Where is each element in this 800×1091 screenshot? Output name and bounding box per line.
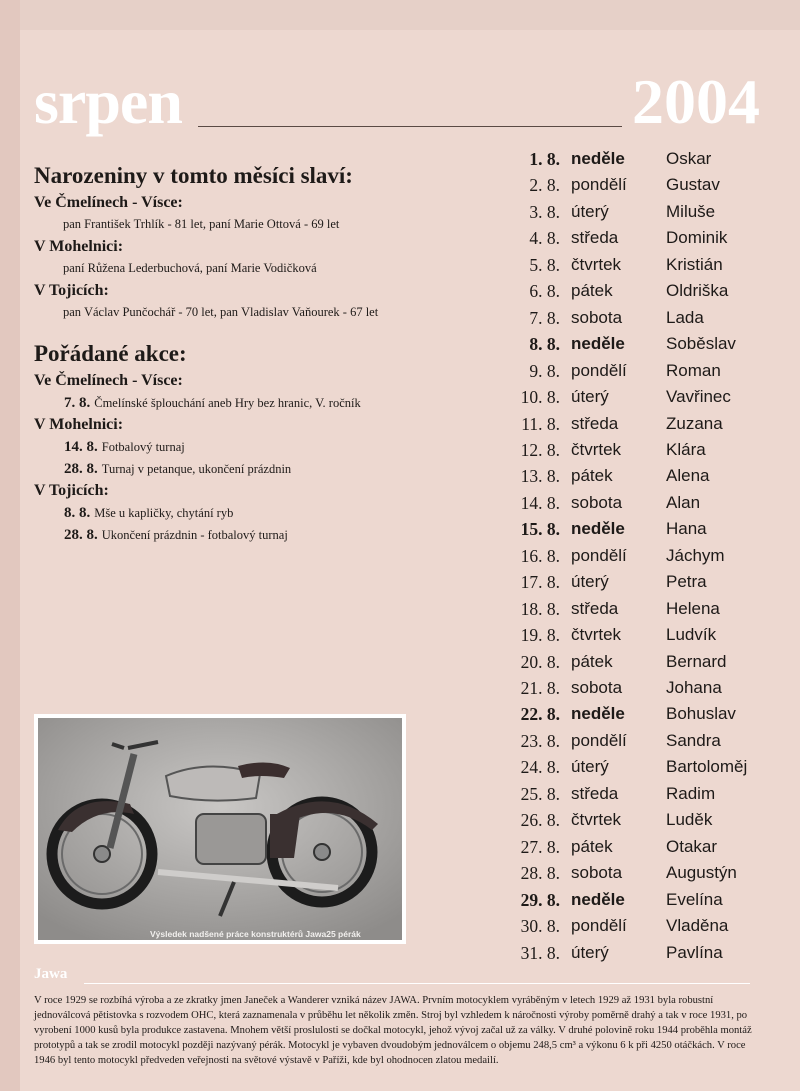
calendar-date: 28. 8.	[520, 863, 560, 884]
jawa-rule	[84, 983, 750, 984]
calendar-date: 15. 8.	[520, 519, 560, 540]
birthday-place: V Mohelnici:	[34, 238, 124, 255]
event-text: Mše u kapličky, chytání ryb	[94, 506, 234, 520]
calendar-weekday: neděle	[571, 704, 625, 724]
calendar-row	[496, 411, 796, 437]
calendar-row	[496, 384, 796, 410]
calendar-row	[496, 754, 796, 780]
page-edge	[0, 0, 20, 1091]
calendar-row	[496, 490, 796, 516]
calendar-date: 12. 8.	[520, 439, 560, 460]
calendar-date: 17. 8.	[520, 572, 560, 593]
calendar-name: Hana	[666, 519, 707, 539]
calendar-date: 8. 8.	[529, 334, 560, 355]
photo-caption: Výsledek nadšené práce konstruktérů Jawa25 pérák	[150, 929, 361, 939]
calendar-name: Miluše	[666, 201, 716, 221]
calendar-weekday: neděle	[571, 519, 625, 539]
motorcycle-photo	[34, 714, 406, 944]
event-date: 7. 8.	[64, 395, 91, 411]
calendar-name: Evelína	[666, 889, 723, 909]
calendar-name: Zuzana	[666, 413, 723, 433]
calendar-row	[496, 940, 796, 966]
calendar-row	[496, 807, 796, 833]
calendar-name: Radim	[666, 783, 716, 803]
engine	[196, 814, 266, 864]
calendar-row	[496, 172, 796, 198]
calendar-date: 14. 8.	[520, 492, 560, 513]
event-text: Turnaj v petanque, ukončení prázdnin	[101, 462, 292, 476]
calendar-weekday: neděle	[571, 149, 625, 168]
calendar-date: 6. 8.	[529, 281, 560, 302]
calendar-weekday: středa	[571, 783, 619, 803]
calendar-row	[496, 543, 796, 569]
calendar-row	[496, 860, 796, 886]
calendar-date: 31. 8.	[520, 942, 560, 963]
calendar-weekday: sobota	[571, 863, 623, 883]
calendar-name: Augustýn	[666, 863, 737, 883]
calendar-row	[496, 887, 796, 913]
event-place: V Mohelnici:	[34, 416, 124, 433]
calendar-row	[496, 146, 796, 172]
calendar-name: Oldriška	[666, 281, 729, 301]
calendar-weekday: neděle	[571, 334, 625, 354]
jawa-text: V roce 1929 se rozbíhá výroba a ze zkratky jmen Janeček a Wanderer vzniká název JAWA. Prvním motocyklem vyráběným v letech 1929 až 1931 byla robustní jednoválcová pětistovka s rozvodem OHC, která zaznamenala v průběhu let několik změn. Stroj byl vzhledem k náročnosti výroby poměrně drahý a tak v roce 1931, po vyrobení 1000 kusů byla produkce zastavena. Mnohem větší proslulosti se dočkal motocykl, jehož vývoj začal už za války. V druhé polovině roku 1944 proběhla montáž prototypů a tak se zrodil motocykl později nazývaný pérák. Motocykl je vybaven dvoudobým jednoválcem o objemu 248,5 cm³ a výkonu 6 k při 4250 otáčkách. V roce 1946 byl tento motocykl předveden veřejnosti na světové výstavě v Paříži, kde byl ohodnocen zlatou medailí.	[34, 995, 752, 1066]
calendar-row	[496, 437, 796, 463]
calendar-row	[496, 649, 796, 675]
calendar-date: 26. 8.	[520, 810, 560, 831]
calendar-date: 30. 8.	[520, 916, 560, 937]
calendar-weekday: pátek	[571, 281, 613, 301]
calendar-date: 18. 8.	[520, 598, 560, 619]
calendar-row	[496, 331, 796, 357]
events-title: Pořádané akce:	[34, 341, 187, 366]
calendar-name: Alan	[666, 492, 701, 512]
calendar-row	[496, 834, 796, 860]
event-item	[34, 524, 474, 546]
birthday-place: V Tojicích:	[34, 282, 109, 299]
calendar-date: 10. 8.	[520, 387, 560, 408]
calendar-row	[496, 913, 796, 939]
calendar-row	[496, 305, 796, 331]
calendar-weekday: pondělí	[571, 730, 627, 750]
birthday-place: Ve Čmelínech - Vísce:	[34, 194, 183, 211]
calendar-weekday: pondělí	[571, 916, 627, 936]
calendar-weekday: pondělí	[571, 545, 627, 565]
jawa-title: Jawa	[34, 966, 68, 982]
calendar-date: 2. 8.	[529, 175, 560, 196]
calendar-weekday: středa	[571, 413, 619, 433]
calendar-row	[496, 278, 796, 304]
calendar-name: Luděk	[666, 810, 713, 830]
calendar-name: Roman	[666, 360, 721, 380]
calendar-weekday: sobota	[571, 307, 623, 327]
calendar-date: 19. 8.	[520, 625, 560, 646]
calendar-weekday: pondělí	[571, 175, 627, 195]
event-text: Fotbalový turnaj	[101, 440, 185, 454]
calendar-name: Ludvík	[666, 625, 717, 645]
calendar-row	[496, 781, 796, 807]
calendar-row	[496, 358, 796, 384]
calendar-weekday: úterý	[571, 572, 609, 592]
calendar-weekday: úterý	[571, 757, 609, 777]
calendar-row	[496, 675, 796, 701]
event-text: Čmelínské šplouchání aneb Hry bez hranic, V. ročník	[94, 396, 361, 410]
calendar-row	[496, 701, 796, 727]
calendar-name: Petra	[666, 572, 707, 592]
calendar-weekday: pátek	[571, 651, 613, 671]
calendar-row	[496, 596, 796, 622]
calendar-row	[496, 225, 796, 251]
calendar-name: Bernard	[666, 651, 727, 671]
calendar-weekday: čtvrtek	[571, 625, 622, 645]
birthday-people: paní Růžena Lederbuchová, paní Marie Vodičková	[63, 261, 317, 275]
calendar-row	[496, 622, 796, 648]
calendar-row	[496, 463, 796, 489]
event-text: Ukončení prázdnin - fotbalový turnaj	[101, 528, 288, 542]
calendar-weekday: středa	[571, 598, 619, 618]
calendar-name: Pavlína	[666, 942, 723, 962]
calendar-name: Klára	[666, 439, 706, 459]
year-title: 2004	[632, 66, 760, 137]
top-band	[0, 0, 800, 30]
calendar-date: 16. 8.	[520, 545, 560, 566]
event-item	[34, 392, 474, 414]
calendar-name: Helena	[666, 598, 720, 618]
event-date: 14. 8.	[64, 439, 98, 455]
calendar-weekday: pátek	[571, 836, 613, 856]
event-place: Ve Čmelínech - Vísce:	[34, 372, 183, 389]
calendar-weekday: úterý	[571, 387, 609, 407]
calendar-date: 25. 8.	[520, 783, 560, 804]
calendar-weekday: sobota	[571, 678, 623, 697]
calendar-row	[496, 252, 796, 278]
calendar-name: Johana	[666, 678, 722, 697]
calendar-row	[496, 569, 796, 595]
birthday-people: pan Václav Punčochář - 70 let, pan Vladislav Vaňourek - 67 let	[63, 305, 379, 319]
calendar-name: Vavřinec	[666, 387, 731, 407]
event-date: 8. 8.	[64, 505, 91, 521]
calendar-date: 11. 8.	[521, 413, 560, 434]
left-column	[34, 160, 474, 546]
event-item	[34, 436, 474, 458]
calendar-name: Otakar	[666, 836, 718, 856]
calendar-weekday: úterý	[571, 201, 609, 221]
calendar-date: 29. 8.	[520, 889, 560, 910]
calendar-weekday: čtvrtek	[571, 439, 622, 459]
calendar-row	[496, 199, 796, 225]
calendar-weekday: středa	[571, 228, 619, 248]
birthdays-title: Narozeniny v tomto měsíci slaví:	[34, 163, 353, 188]
event-item	[34, 502, 474, 524]
calendar-date: 20. 8.	[520, 651, 560, 672]
month-title: srpen	[34, 66, 182, 137]
calendar-name: Gustav	[666, 175, 720, 195]
calendar-date: 3. 8.	[529, 201, 560, 222]
title-rule	[198, 126, 622, 127]
calendar-name: Sandra	[666, 730, 721, 750]
calendar-weekday: čtvrtek	[571, 254, 622, 274]
calendar-row	[496, 728, 796, 754]
calendar-date: 22. 8.	[520, 704, 560, 725]
calendar-row	[496, 516, 796, 542]
calendar-date: 21. 8.	[520, 678, 560, 698]
calendar-date: 13. 8.	[520, 466, 560, 487]
calendar-date: 24. 8.	[520, 757, 560, 778]
calendar-date: 4. 8.	[529, 228, 560, 249]
calendar-date: 27. 8.	[520, 836, 560, 857]
motorcycle-illustration	[38, 718, 402, 940]
event-item	[34, 458, 474, 480]
photo-background	[38, 718, 402, 940]
calendar-name: Alena	[666, 466, 710, 486]
calendar-date: 9. 8.	[529, 360, 560, 381]
calendar-name: Dominik	[666, 228, 728, 248]
calendar-name: Bartoloměj	[666, 757, 748, 777]
event-date: 28. 8.	[64, 461, 98, 477]
calendar-date: 5. 8.	[529, 254, 560, 275]
calendar-weekday: pondělí	[571, 360, 627, 380]
calendar-name: Soběslav	[666, 334, 736, 354]
calendar-name: Vladěna	[666, 916, 729, 936]
calendar-weekday: pátek	[571, 466, 613, 486]
calendar-name: Kristián	[666, 254, 723, 274]
calendar-weekday: úterý	[571, 942, 609, 962]
calendar-weekday: čtvrtek	[571, 810, 622, 830]
calendar-name: Lada	[666, 307, 704, 327]
event-place: V Tojicích:	[34, 482, 109, 499]
calendar-weekday: sobota	[571, 492, 623, 512]
calendar-date: 1. 8.	[529, 149, 560, 169]
event-date: 28. 8.	[64, 527, 98, 543]
calendar-weekday: neděle	[571, 889, 625, 909]
calendar-name: Bohuslav	[666, 704, 736, 724]
calendar-name: Oskar	[666, 149, 712, 168]
calendar-date: 23. 8.	[520, 730, 560, 751]
calendar-date: 7. 8.	[529, 307, 560, 328]
calendar-name: Jáchym	[666, 545, 725, 565]
birthday-people: pan František Trhlík - 81 let, paní Marie Ottová - 69 let	[63, 217, 340, 231]
